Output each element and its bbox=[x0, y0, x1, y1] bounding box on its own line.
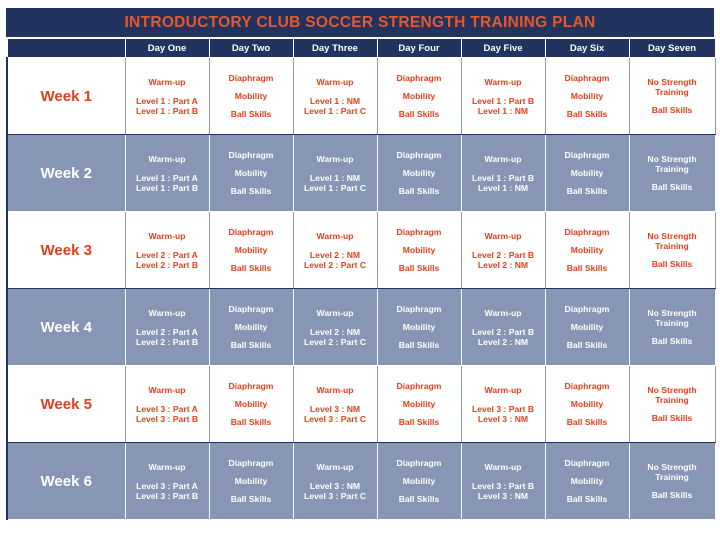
day-cell bbox=[377, 443, 461, 520]
cell-line: Ball Skills bbox=[566, 494, 608, 504]
cell-line: Diaphragm bbox=[564, 304, 610, 314]
week-label: Week 2 bbox=[7, 135, 125, 212]
cell-line: Level 2 : NM bbox=[309, 326, 361, 337]
week-label: Week 1 bbox=[7, 58, 125, 135]
day-cell bbox=[125, 443, 209, 520]
cell-line: Training bbox=[655, 241, 689, 251]
cell-line: Level 1 : Part C bbox=[303, 182, 367, 193]
cell-line: Mobility bbox=[234, 322, 268, 332]
cell-line: Warm-up bbox=[484, 230, 522, 241]
training-plan-sheet bbox=[6, 8, 714, 530]
corner-cell bbox=[7, 39, 125, 58]
cell-line: Level 1 : NM bbox=[477, 182, 529, 193]
cell-line: Ball Skills bbox=[566, 340, 608, 350]
cell-line: Level 1 : Part A bbox=[136, 95, 198, 106]
cell-line: Diaphragm bbox=[396, 458, 442, 468]
cell-line: Level 3 : Part B bbox=[135, 413, 199, 424]
cell-line: Level 1 : Part A bbox=[136, 172, 198, 183]
cell-line: Level 3 : NM bbox=[309, 480, 361, 491]
day-cell bbox=[629, 58, 715, 135]
cell-line: Training bbox=[655, 472, 689, 482]
day-cell bbox=[461, 212, 545, 289]
cell-line: Diaphragm bbox=[396, 381, 442, 391]
day-cell bbox=[545, 366, 629, 443]
cell-line: Diaphragm bbox=[564, 73, 610, 83]
plan-title: INTRODUCTORY CLUB SOCCER STRENGTH TRAINING PLAN bbox=[6, 8, 714, 38]
cell-line: Mobility bbox=[570, 245, 604, 255]
cell-line: Warm-up bbox=[316, 384, 354, 395]
cell-line: Diaphragm bbox=[396, 227, 442, 237]
day-cell bbox=[545, 212, 629, 289]
cell-line: Ball Skills bbox=[398, 494, 440, 504]
cell-line: Level 1 : Part B bbox=[471, 172, 535, 183]
week-label: Week 5 bbox=[7, 366, 125, 443]
day-header-row bbox=[7, 39, 715, 58]
cell-line: Mobility bbox=[402, 245, 436, 255]
cell-line: Ball Skills bbox=[398, 340, 440, 350]
cell-line: Diaphragm bbox=[564, 381, 610, 391]
cell-line: No Strength bbox=[647, 77, 697, 87]
cell-line: Ball Skills bbox=[651, 105, 693, 115]
day-cell bbox=[125, 58, 209, 135]
cell-line: Warm-up bbox=[148, 76, 186, 87]
week-label: Week 4 bbox=[7, 289, 125, 366]
cell-line: Warm-up bbox=[484, 307, 522, 318]
cell-line: Ball Skills bbox=[566, 417, 608, 427]
cell-line: Level 2 : Part A bbox=[136, 249, 198, 260]
week-row bbox=[7, 212, 715, 289]
day-header: Day Seven bbox=[629, 39, 715, 58]
cell-line: Diaphragm bbox=[228, 227, 274, 237]
cell-line: Mobility bbox=[402, 91, 436, 101]
day-cell bbox=[209, 135, 293, 212]
day-cell bbox=[545, 443, 629, 520]
cell-line: Level 1 : NM bbox=[477, 105, 529, 116]
day-cell bbox=[377, 366, 461, 443]
week-row bbox=[7, 58, 715, 135]
cell-line: Mobility bbox=[402, 476, 436, 486]
cell-line: Diaphragm bbox=[564, 458, 610, 468]
day-cell bbox=[209, 366, 293, 443]
cell-line: Ball Skills bbox=[566, 263, 608, 273]
cell-line: Level 1 : Part B bbox=[135, 105, 199, 116]
cell-line: Training bbox=[655, 87, 689, 97]
cell-line: Warm-up bbox=[148, 230, 186, 241]
cell-line: Diaphragm bbox=[228, 150, 274, 160]
cell-line: Warm-up bbox=[484, 461, 522, 472]
cell-line: No Strength bbox=[647, 462, 697, 472]
day-header: Day Five bbox=[461, 39, 545, 58]
day-cell bbox=[545, 135, 629, 212]
week-row bbox=[7, 366, 715, 443]
day-cell bbox=[629, 135, 715, 212]
cell-line: Diaphragm bbox=[228, 73, 274, 83]
cell-line: Warm-up bbox=[484, 153, 522, 164]
cell-line: Level 3 : Part B bbox=[471, 403, 535, 414]
cell-line: Mobility bbox=[234, 245, 268, 255]
day-header: Day Three bbox=[293, 39, 377, 58]
day-header: Day Two bbox=[209, 39, 293, 58]
cell-line: Ball Skills bbox=[651, 259, 693, 269]
day-cell bbox=[125, 135, 209, 212]
cell-line: Level 1 : NM bbox=[309, 95, 361, 106]
cell-line: Ball Skills bbox=[230, 340, 272, 350]
training-plan-table bbox=[6, 38, 716, 520]
cell-line: Level 3 : Part A bbox=[136, 480, 198, 491]
day-cell bbox=[293, 443, 377, 520]
cell-line: Training bbox=[655, 318, 689, 328]
cell-line: Warm-up bbox=[316, 76, 354, 87]
cell-line: Warm-up bbox=[148, 461, 186, 472]
day-cell bbox=[461, 135, 545, 212]
cell-line: Level 2 : NM bbox=[477, 259, 529, 270]
cell-line: Warm-up bbox=[316, 461, 354, 472]
day-cell bbox=[209, 443, 293, 520]
cell-line: Diaphragm bbox=[228, 458, 274, 468]
cell-line: Level 2 : Part B bbox=[471, 249, 535, 260]
cell-line: Level 1 : NM bbox=[309, 172, 361, 183]
cell-line: Diaphragm bbox=[564, 150, 610, 160]
day-cell bbox=[629, 289, 715, 366]
cell-line: Level 2 : Part C bbox=[303, 259, 367, 270]
cell-line: Ball Skills bbox=[230, 417, 272, 427]
day-cell bbox=[125, 289, 209, 366]
cell-line: Diaphragm bbox=[396, 304, 442, 314]
cell-line: No Strength bbox=[647, 385, 697, 395]
cell-line: Ball Skills bbox=[230, 186, 272, 196]
cell-line: Diaphragm bbox=[228, 381, 274, 391]
cell-line: Level 3 : Part C bbox=[303, 490, 367, 501]
day-cell bbox=[461, 366, 545, 443]
cell-line: Ball Skills bbox=[230, 494, 272, 504]
day-cell bbox=[629, 443, 715, 520]
day-cell bbox=[629, 366, 715, 443]
cell-line: Warm-up bbox=[148, 384, 186, 395]
day-cell bbox=[125, 366, 209, 443]
cell-line: Level 3 : NM bbox=[309, 403, 361, 414]
cell-line: Mobility bbox=[570, 476, 604, 486]
day-cell bbox=[545, 289, 629, 366]
cell-line: Diaphragm bbox=[228, 304, 274, 314]
cell-line: Ball Skills bbox=[651, 182, 693, 192]
cell-line: Level 2 : NM bbox=[477, 336, 529, 347]
cell-line: Mobility bbox=[402, 168, 436, 178]
day-cell bbox=[209, 212, 293, 289]
week-row bbox=[7, 135, 715, 212]
day-cell bbox=[209, 289, 293, 366]
cell-line: Mobility bbox=[234, 168, 268, 178]
cell-line: Level 3 : Part B bbox=[471, 480, 535, 491]
cell-line: Ball Skills bbox=[230, 109, 272, 119]
day-cell bbox=[293, 58, 377, 135]
cell-line: Level 2 : Part C bbox=[303, 336, 367, 347]
day-cell bbox=[377, 289, 461, 366]
cell-line: Mobility bbox=[570, 399, 604, 409]
day-cell bbox=[629, 212, 715, 289]
cell-line: Ball Skills bbox=[566, 186, 608, 196]
cell-line: Level 1 : Part B bbox=[135, 182, 199, 193]
cell-line: No Strength bbox=[647, 154, 697, 164]
cell-line: Level 3 : Part A bbox=[136, 403, 198, 414]
cell-line: Ball Skills bbox=[230, 263, 272, 273]
cell-line: Warm-up bbox=[316, 153, 354, 164]
cell-line: Warm-up bbox=[316, 307, 354, 318]
cell-line: Ball Skills bbox=[651, 413, 693, 423]
week-row bbox=[7, 443, 715, 520]
cell-line: Ball Skills bbox=[398, 417, 440, 427]
cell-line: Mobility bbox=[234, 476, 268, 486]
cell-line: Mobility bbox=[570, 168, 604, 178]
week-label: Week 6 bbox=[7, 443, 125, 520]
day-cell bbox=[461, 289, 545, 366]
day-cell bbox=[377, 212, 461, 289]
day-header: Day Six bbox=[545, 39, 629, 58]
cell-line: Mobility bbox=[402, 322, 436, 332]
day-cell bbox=[293, 135, 377, 212]
day-cell bbox=[293, 212, 377, 289]
cell-line: Warm-up bbox=[484, 76, 522, 87]
week-label: Week 3 bbox=[7, 212, 125, 289]
cell-line: Level 2 : Part A bbox=[136, 326, 198, 337]
cell-line: Warm-up bbox=[148, 307, 186, 318]
cell-line: Level 2 : Part B bbox=[135, 336, 199, 347]
cell-line: Level 1 : Part C bbox=[303, 105, 367, 116]
day-cell bbox=[293, 289, 377, 366]
cell-line: Mobility bbox=[234, 399, 268, 409]
cell-line: Level 2 : NM bbox=[309, 249, 361, 260]
cell-line: Ball Skills bbox=[398, 263, 440, 273]
cell-line: Diaphragm bbox=[564, 227, 610, 237]
cell-line: Level 3 : Part C bbox=[303, 413, 367, 424]
day-cell bbox=[377, 58, 461, 135]
day-cell bbox=[461, 58, 545, 135]
cell-line: Level 3 : NM bbox=[477, 413, 529, 424]
cell-line: Training bbox=[655, 164, 689, 174]
cell-line: Warm-up bbox=[148, 153, 186, 164]
week-row bbox=[7, 289, 715, 366]
cell-line: Mobility bbox=[234, 91, 268, 101]
cell-line: No Strength bbox=[647, 308, 697, 318]
cell-line: Warm-up bbox=[484, 384, 522, 395]
cell-line: Ball Skills bbox=[651, 336, 693, 346]
cell-line: Level 2 : Part B bbox=[471, 326, 535, 337]
day-header: Day Four bbox=[377, 39, 461, 58]
cell-line: Ball Skills bbox=[398, 109, 440, 119]
day-header: Day One bbox=[125, 39, 209, 58]
cell-line: Ball Skills bbox=[398, 186, 440, 196]
cell-line: Mobility bbox=[402, 399, 436, 409]
cell-line: Ball Skills bbox=[651, 490, 693, 500]
cell-line: Mobility bbox=[570, 91, 604, 101]
cell-line: Diaphragm bbox=[396, 150, 442, 160]
day-cell bbox=[125, 212, 209, 289]
day-cell bbox=[377, 135, 461, 212]
cell-line: Level 2 : Part B bbox=[135, 259, 199, 270]
day-cell bbox=[545, 58, 629, 135]
cell-line: Level 3 : Part B bbox=[135, 490, 199, 501]
cell-line: No Strength bbox=[647, 231, 697, 241]
cell-line: Level 1 : Part B bbox=[471, 95, 535, 106]
cell-line: Ball Skills bbox=[566, 109, 608, 119]
cell-line: Diaphragm bbox=[396, 73, 442, 83]
day-cell bbox=[209, 58, 293, 135]
cell-line: Training bbox=[655, 395, 689, 405]
day-cell bbox=[293, 366, 377, 443]
cell-line: Mobility bbox=[570, 322, 604, 332]
day-cell bbox=[461, 443, 545, 520]
cell-line: Level 3 : NM bbox=[477, 490, 529, 501]
cell-line: Warm-up bbox=[316, 230, 354, 241]
